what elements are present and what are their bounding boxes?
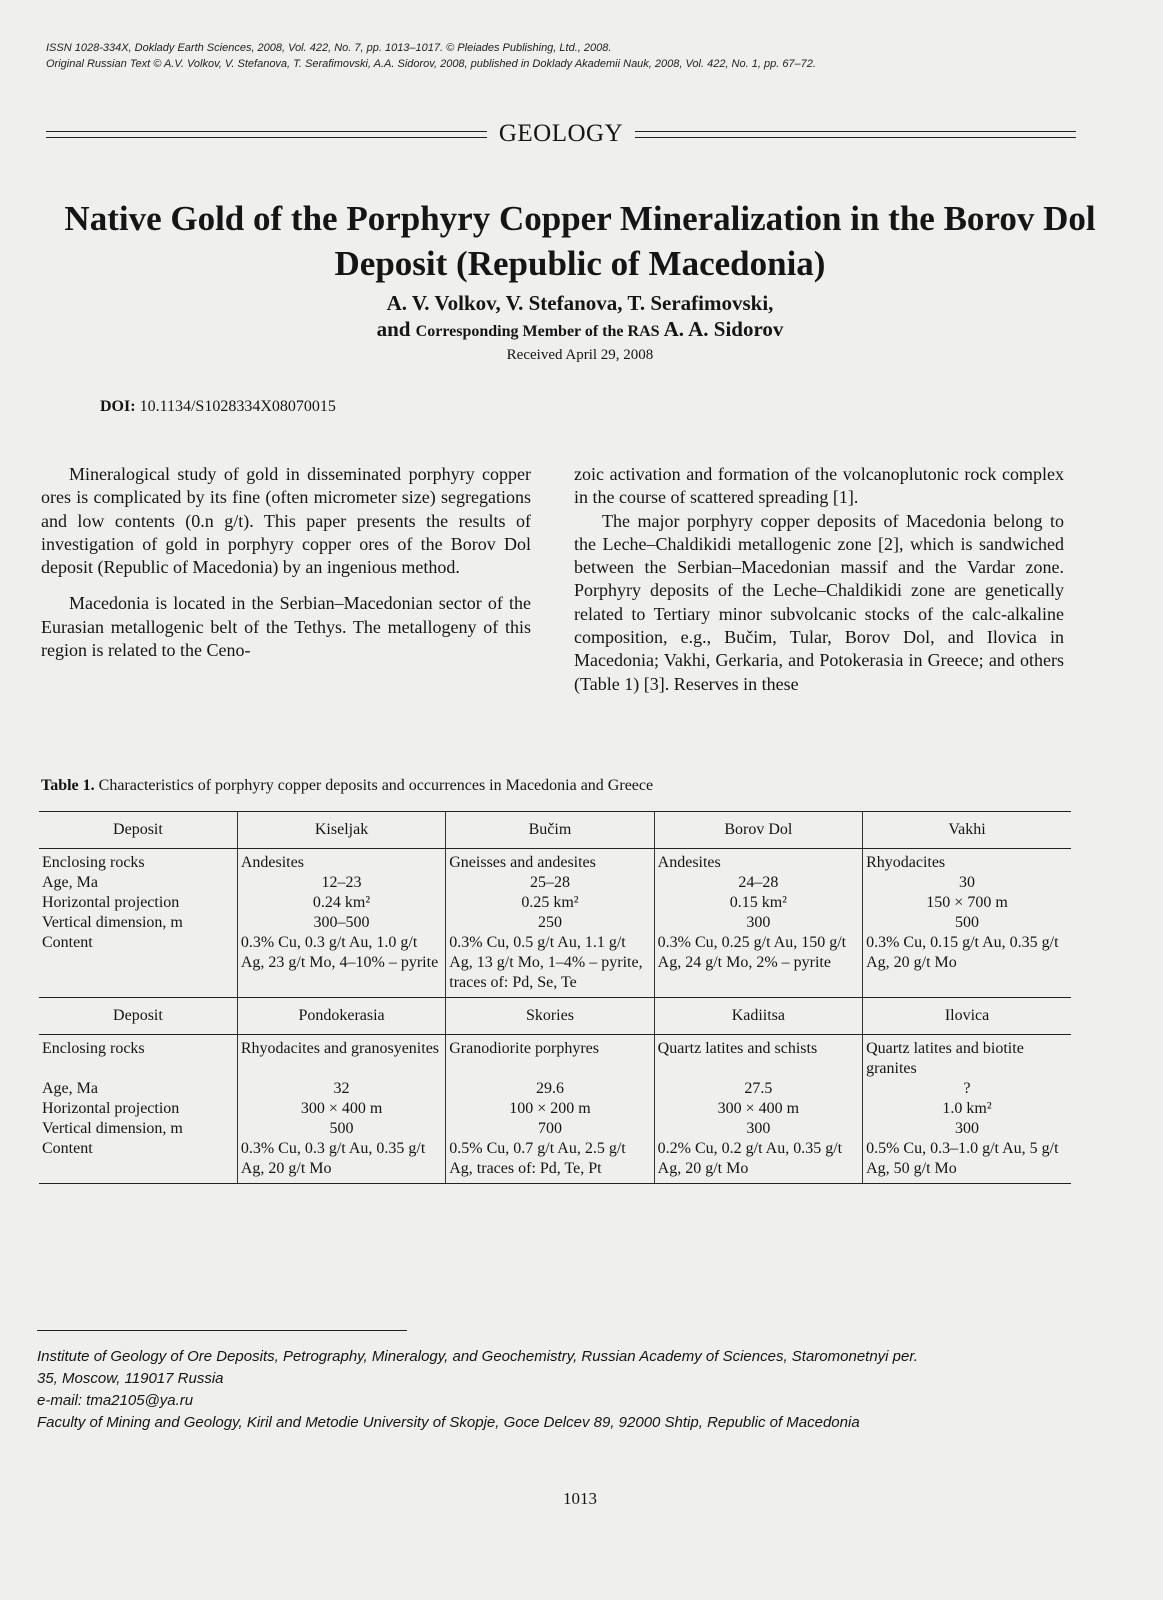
table-cell: 0.3% Cu, 0.3 g/t Au, 0.35 g/t Ag, 20 g/t Mo <box>237 1139 445 1184</box>
table-cell: ? <box>863 1079 1071 1099</box>
table-row <box>39 1119 1071 1139</box>
table-header-cell: Skories <box>446 998 654 1035</box>
author-and: and <box>376 317 411 341</box>
table-row <box>39 1035 1071 1080</box>
author-list <box>230 290 930 345</box>
affiliation-institute: Institute of Geology of Ore Deposits, Petrography, Mineralogy, and Geochemistry, Russian Academy of Sciences, Staromonetnyi per. 35, Moscow, 119017 Russia <box>37 1348 918 1387</box>
table-cell: Quartz latites and schists <box>654 1035 862 1080</box>
table-cell: 30 <box>863 873 1071 893</box>
table-row <box>39 893 1071 913</box>
table-cell: 0.3% Cu, 0.15 g/t Au, 0.35 g/t Ag, 20 g/t Mo <box>863 933 1071 998</box>
table-cell: 300–500 <box>237 913 445 933</box>
section-heading <box>46 120 1076 148</box>
table-cell: 700 <box>446 1119 654 1139</box>
table-cell: 300 × 400 m <box>237 1099 445 1119</box>
row-label: Age, Ma <box>42 1080 98 1097</box>
row-label: Vertical dimension, m <box>42 1120 183 1137</box>
table-cell: 0.3% Cu, 0.5 g/t Au, 1.1 g/t Ag, 13 g/t Mo, 1–4% – pyrite, traces of: Pd, Se, Te <box>446 933 654 998</box>
table-caption <box>41 776 653 796</box>
section-label: GEOLOGY <box>498 120 624 147</box>
table-cell: 300 <box>654 1119 862 1139</box>
table-row <box>39 933 1071 998</box>
doi <box>100 397 336 417</box>
affiliation-faculty: Faculty of Mining and Geology, Kiril and Metodie University of Skopje, Goce Delcev 89, 92000 Shtip, Republic of Macedonia <box>37 1414 860 1431</box>
table-row <box>39 873 1071 893</box>
table-caption-text: Characteristics of porphyry copper deposits and occurrences in Macedonia and Greece <box>98 777 654 794</box>
deposits-table <box>39 811 1071 1184</box>
row-label: Vertical dimension, m <box>42 914 183 931</box>
table-header-cell: Kiseljak <box>237 812 445 849</box>
table-row <box>39 849 1071 874</box>
table-cell: 27.5 <box>654 1079 862 1099</box>
table-cell: Andesites <box>237 849 445 874</box>
table-cell: 32 <box>237 1079 445 1099</box>
table-cell: 0.25 km² <box>446 893 654 913</box>
row-label: Enclosing rocks <box>42 854 145 871</box>
body-paragraph: Mineralogical study of gold in disseminated porphyry copper ores is complicated by its fine (often micrometer size) segregations and low contents (0.n g/t). This paper presents the results of investigation of gold in porphyry copper ores of the Borov Dol deposit (Republic of Macedonia) by an ingenious method. <box>41 464 531 578</box>
section-rule-right <box>635 131 1076 138</box>
article-title: Native Gold of the Porphyry Copper Mineralization in the Borov Dol Deposit (Republic of Macedonia) <box>64 199 1096 283</box>
table-cell: 0.15 km² <box>654 893 862 913</box>
table-header-row <box>39 998 1071 1035</box>
journal-header <box>46 40 1106 72</box>
table-cell: 29.6 <box>446 1079 654 1099</box>
table-cell: 12–23 <box>237 873 445 893</box>
header-citation-line: ISSN 1028-334X, Doklady Earth Sciences, 2008, Vol. 422, No. 7, pp. 1013–1017. © Pleiades Publishing, Ltd., 2008. <box>46 42 612 54</box>
row-label: Content <box>42 934 93 951</box>
table-header-cell: Kadiitsa <box>654 998 862 1035</box>
table-row <box>39 1079 1071 1099</box>
table-cell: 0.24 km² <box>237 893 445 913</box>
table-cell: 300 <box>863 1119 1071 1139</box>
table-cell: Gneisses and andesites <box>446 849 654 874</box>
table-header-deposit: Deposit <box>39 812 237 849</box>
table-cell: 0.5% Cu, 0.7 g/t Au, 2.5 g/t Ag, traces of: Pd, Te, Pt <box>446 1139 654 1184</box>
table-cell: 1.0 km² <box>863 1099 1071 1119</box>
body-paragraph: The major porphyry copper deposits of Macedonia belong to the Leche–Chaldikidi metallogenic zone [2], which is sandwiched between the Serbian–Macedonian massif and the Vardar zone. Porphyry deposits of the Leche–Chaldikidi zone are genetically related to Tertiary minor subvolcanic stocks of the calc-alkaline composition, e.g., Bučim, Tular, Borov Dol, and Ilovica in Macedonia; Vakhi, Gerkaria, and Potokerasia in Greece; and others (Table 1) [3]. Reserves in these <box>574 510 1064 694</box>
table-cell: Rhyodacites <box>863 849 1071 874</box>
table-cell: 0.3% Cu, 0.25 g/t Au, 150 g/t Ag, 24 g/t Mo, 2% – pyrite <box>654 933 862 998</box>
table-cell: Granodiorite porphyres <box>446 1035 654 1080</box>
table-cell: 0.5% Cu, 0.3–1.0 g/t Au, 5 g/t Ag, 50 g/t Mo <box>863 1139 1071 1184</box>
table-row <box>39 1139 1071 1184</box>
table-header-cell: Ilovica <box>863 998 1071 1035</box>
author-line-2 <box>230 316 930 345</box>
body-paragraph: zoic activation and formation of the volcanoplutonic rock complex in the course of scattered spreading [1]. <box>574 464 1064 508</box>
doi-label: DOI: <box>100 398 136 415</box>
author-line-1: A. V. Volkov, V. Stefanova, T. Serafimovski, <box>386 291 774 315</box>
table-cell: 250 <box>446 913 654 933</box>
table-caption-label: Table 1. <box>41 777 95 794</box>
body-column-right <box>574 463 1064 696</box>
table-cell: 24–28 <box>654 873 862 893</box>
page-number: 1013 <box>563 1489 597 1508</box>
table-cell: 500 <box>237 1119 445 1139</box>
table-cell: 100 × 200 m <box>446 1099 654 1119</box>
row-label: Content <box>39 1139 237 1184</box>
table-cell: Rhyodacites and granosyenites <box>237 1035 445 1080</box>
row-label: Horizontal projection <box>42 894 180 911</box>
table-header-row <box>39 812 1071 849</box>
doi-value: 10.1134/S1028334X08070015 <box>139 398 336 415</box>
table-cell: Andesites <box>654 849 862 874</box>
affiliations <box>37 1346 937 1434</box>
table-cell: 150 × 700 m <box>863 893 1071 913</box>
body-paragraph: Macedonia is located in the Serbian–Macedonian sector of the Eurasian metallogenic belt of the Tethys. The metallogeny of this region is related to the Ceno- <box>41 593 531 661</box>
author-membership: Corresponding Member of the RAS <box>415 323 660 340</box>
table-cell: 0.3% Cu, 0.3 g/t Au, 1.0 g/t Ag, 23 g/t Mo, 4–10% – pyrite <box>237 933 445 998</box>
section-rule-left <box>46 131 487 138</box>
table-row <box>39 1099 1071 1119</box>
row-label: Enclosing rocks <box>42 1040 145 1057</box>
table-header-cell: Borov Dol <box>654 812 862 849</box>
table-cell: Quartz latites and biotite granites <box>863 1035 1071 1080</box>
body-column-left <box>41 463 531 662</box>
affiliation-email: e-mail: tma2105@ya.ru <box>37 1392 194 1409</box>
table-cell: 25–28 <box>446 873 654 893</box>
table-cell: 0.2% Cu, 0.2 g/t Au, 0.35 g/t Ag, 20 g/t Mo <box>654 1139 862 1184</box>
table-cell: 300 <box>654 913 862 933</box>
table-cell: 500 <box>863 913 1071 933</box>
author-last: A. A. Sidorov <box>663 317 784 341</box>
header-original-text-line: Original Russian Text © A.V. Volkov, V. Stefanova, T. Serafimovski, A.A. Sidorov, 2008, published in Doklady Akademii Nauk, 2008, Vol. 422, No. 1, pp. 67–72. <box>46 58 816 70</box>
row-label: Age, Ma <box>42 874 98 891</box>
table-header-deposit: Deposit <box>39 998 237 1035</box>
received-date: Received April 29, 2008 <box>506 347 654 363</box>
footnote-rule <box>37 1330 407 1331</box>
table-row <box>39 913 1071 933</box>
table-header-cell: Pondokerasia <box>237 998 445 1035</box>
table-header-cell: Vakhi <box>863 812 1071 849</box>
row-label: Horizontal projection <box>42 1100 180 1117</box>
table-cell: 300 × 400 m <box>654 1099 862 1119</box>
table-header-cell: Bučim <box>446 812 654 849</box>
